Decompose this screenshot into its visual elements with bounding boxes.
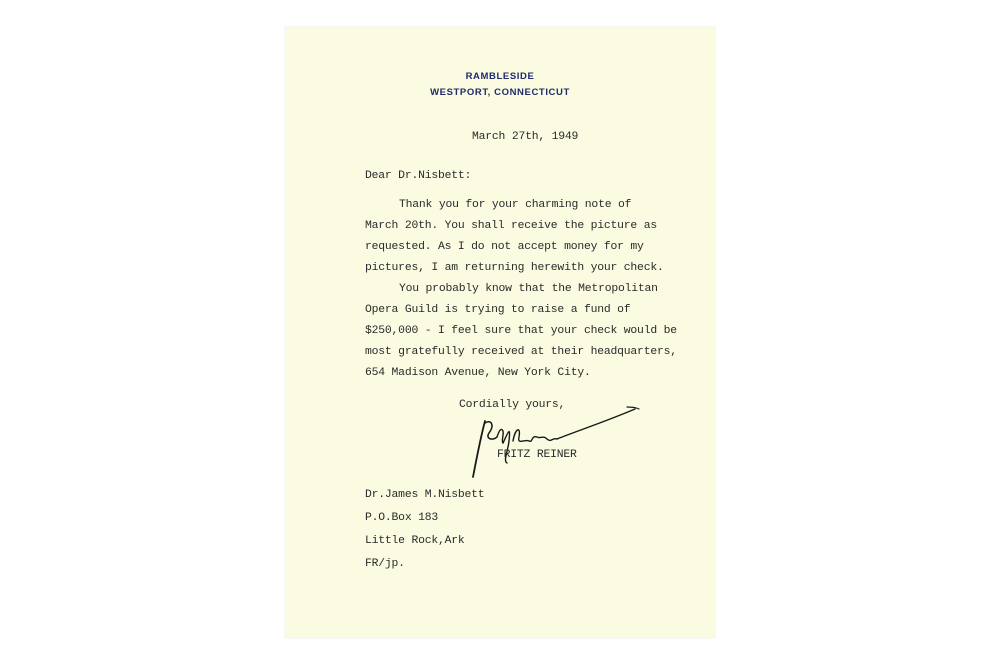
address-line: Little Rock,Ark (365, 535, 465, 547)
body-line: requested. As I do not accept money for my (365, 241, 644, 253)
body-line: most gratefully received at their headquarters, (365, 346, 677, 358)
body-line: Thank you for your charming note of (399, 199, 632, 211)
letter-page (285, 27, 715, 638)
letter-date: March 27th, 1949 (472, 131, 579, 143)
body-line: 654 Madison Avenue, New York City. (365, 367, 591, 379)
body-line: pictures, I am returning herewith your check. (365, 262, 664, 274)
address-line: P.O.Box 183 (365, 512, 438, 524)
body-line: You probably know that the Metropolitan (399, 283, 658, 295)
closing: Cordially yours, (459, 399, 566, 411)
letterhead-estate-name: RAMBLESIDE (465, 71, 535, 82)
address-line: Dr.James M.Nisbett (365, 489, 485, 501)
body-line: March 20th. You shall receive the picture as (365, 220, 657, 232)
reference-initials: FR/jp. (365, 558, 405, 570)
signer-name: FRITZ REINER (497, 449, 577, 461)
body-line: Opera Guild is trying to raise a fund of (365, 304, 631, 316)
letterhead (285, 69, 715, 101)
body-line: $250,000 - I feel sure that your check would be (365, 325, 677, 337)
handwritten-signature (457, 401, 647, 481)
salutation: Dear Dr.Nisbett: (365, 170, 472, 182)
letterhead-location: WESTPORT, CONNECTICUT (430, 87, 570, 98)
